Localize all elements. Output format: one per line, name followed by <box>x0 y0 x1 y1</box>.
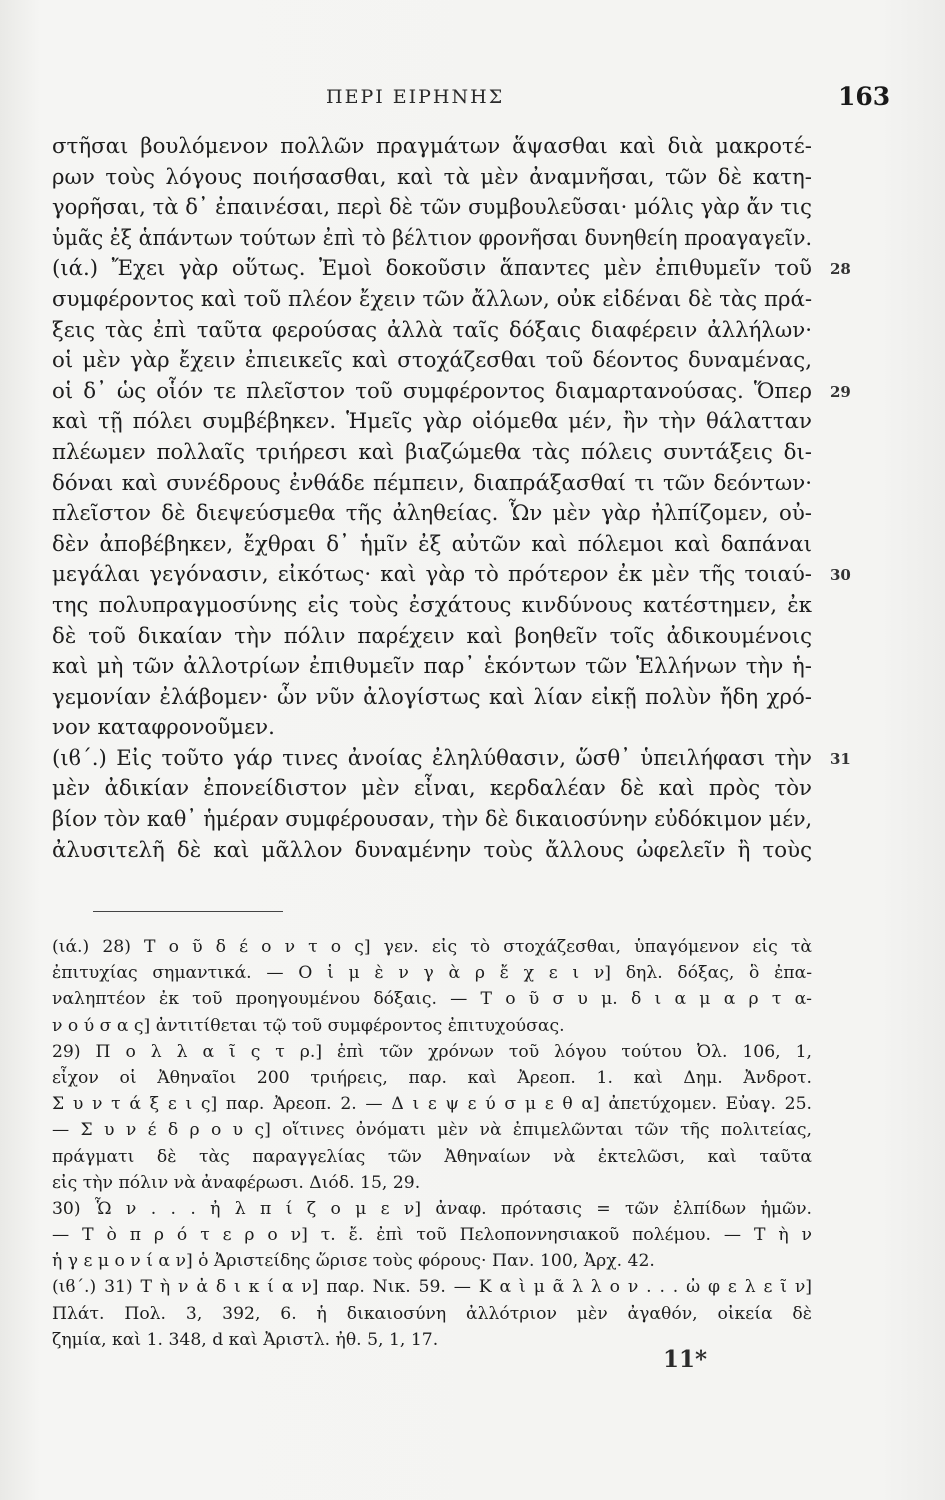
text-line <box>52 683 812 714</box>
text-line <box>52 591 812 622</box>
marginal-section-number: 28 <box>830 260 851 279</box>
text-line-content: οἱ δ᾽ ὡς οἷόν τε πλεῖστον τοῦ συμφέροντος διαμαρτανούσας. Ὅπερ <box>52 378 812 404</box>
text-line-content: γεμονίαν ἐλάβομεν· ὧν νῦν ἀλογίστως καὶ λίαν εἰκῇ πολὺν ἤδη χρό- <box>52 684 812 710</box>
text-line-content: καὶ μὴ τῶν ἀλλοτρίων ἐπιθυμεῖν παρ᾽ ἑκόντων τῶν Ἑλλήνων τὴν ἡ- <box>52 654 812 680</box>
text-line-content: (ιά.) Ἔχει γὰρ οὕτως. Ἐμοὶ δοκοῦσιν ἅπαντες μὲν ἐπιθυμεῖν τοῦ <box>52 256 812 282</box>
text-line-content: ρων τοὺς λόγους ποιήσασθαι, καὶ τὰ μὲν ἀναμνῆσαι, τῶν δὲ κατη- <box>52 164 812 190</box>
text-line <box>52 560 851 591</box>
footnote-line-content: Σ υ ν τ ά ξ ε ι ς] παρ. Ἀρεοπ. 2. — Δ ι ε ψ ε ύ σ μ ε θ α] ἀπετύχομεν. Εὐαγ. 25. <box>52 1094 812 1115</box>
text-line <box>52 438 812 469</box>
text-line-content: πλεῖστον δὲ διεψεύσμεθα τῆς ἀληθείας. Ὧν μὲν γὰρ ἠλπίζομεν, οὐ- <box>52 501 812 527</box>
text-line <box>52 836 812 867</box>
text-line <box>52 346 812 377</box>
text-line-content: μεγάλαι γεγόνασιν, εἰκότως· καὶ γὰρ τὸ πρότερον ἐκ μὲν τῆς τοιαύ- <box>52 562 812 588</box>
text-line <box>52 254 851 285</box>
footnote-line-content: πράγματι δὲ τὰς παραγγελίας τῶν Ἀθηναίων νὰ ἐκτελῶσι, καὶ ταῦτα <box>52 1146 812 1167</box>
text-line-content: γορῆσαι, τὰ δ᾽ ἐπαινέσαι, περὶ δὲ τῶν συμβουλεῦσαι· μόλις γὰρ ἄν τις <box>52 195 812 221</box>
text-line <box>52 774 812 805</box>
page-number: 163 <box>838 82 891 111</box>
text-line-content: καὶ τῇ πόλει συμβέβηκεν. Ἡμεῖς γὰρ οἰόμεθα μέν, ἢν τὴν θάλατταν <box>52 409 812 435</box>
footnote-line-content: ἐπιτυχίας σημαντικά. — Ο ἱ μ ὲ ν γ ὰ ρ ἔ χ ε ι ν] δηλ. δόξας, ὃ ἐπα- <box>52 963 812 984</box>
text-line <box>52 132 812 163</box>
marginal-section-number: 31 <box>830 749 851 768</box>
text-line <box>52 193 812 224</box>
text-line <box>52 224 812 255</box>
text-line-content: ὑμᾶς ἐξ ἁπάντων τούτων ἐπὶ τὸ βέλτιον φρονῆσαι δυνηθείη προαγαγεῖν. <box>52 225 813 251</box>
text-line-content: μὲν ἀδικίαν ἐπονείδιστον μὲν εἶναι, κερδαλέαν δὲ καὶ πρὸς τὸν <box>52 776 812 802</box>
footnote-line-content: εἰς τὴν πόλιν νὰ ἀναφέρωσι. Διόδ. 15, 29. <box>52 1172 421 1193</box>
text-line-content: συμφέροντος καὶ τοῦ πλέον ἔχειν τῶν ἄλλων, οὐκ εἰδέναι δὲ τὰς πρά- <box>52 286 813 312</box>
text-line-content: πλέωμεν πολλαῖς τριήρεσι καὶ βιαζώμεθα τὰς πόλεις συντάξεις δι- <box>52 439 812 465</box>
footnote-line <box>52 1301 812 1327</box>
footnote-line-content: (ιά.) 28) Τ ο ῦ δ έ ο ν τ ο ς] γεν. εἰς τὸ στοχάζεσθαι, ὑπαγόμενον εἰς τὰ <box>52 937 812 957</box>
footnote-line-content: 30) Ὧ ν . . . ἠ λ π ί ζ ο μ ε ν] ἀναφ. πρότασις = τῶν ἐλπίδων ἡμῶν. <box>52 1198 812 1219</box>
footnote-line-content: — Τ ὸ π ρ ό τ ε ρ ο ν] τ. ἔ. ἐπὶ τοῦ Πελοποννησιακοῦ πολέμου. — Τ ὴ ν <box>52 1225 812 1246</box>
footnote-line-content: εἶχον οἱ Ἀθηναῖοι 200 τριήρεις, παρ. καὶ Ἀρεοπ. 1. καὶ Δημ. Ἀνδροτ. <box>52 1067 812 1088</box>
text-line-content: βίον τὸν καθ᾽ ἡμέραν συμφέρουσαν, τὴν δὲ δικαιοσύνην εὐδόκιμον μέν, <box>52 807 813 833</box>
main-text-body <box>52 132 851 866</box>
marginal-section-number: 30 <box>830 566 851 585</box>
text-line-content: νον καταφρονοῦμεν. <box>52 715 275 741</box>
text-line <box>52 744 851 775</box>
text-line-content: δὲν ἀποβέβηκεν, ἔχθραι δ᾽ ἡμῖν ἐξ αὐτῶν καὶ πόλεμοι καὶ δαπάναι <box>52 531 812 557</box>
footnote-line <box>52 1065 812 1091</box>
text-line <box>52 316 812 347</box>
text-line-content: στῆσαι βουλόμενον πολλῶν πραγμάτων ἅψασθαι καὶ διὰ μακροτέ- <box>52 134 812 159</box>
footnote-line <box>52 1248 812 1274</box>
footnote-line <box>52 986 812 1012</box>
footnote-line <box>52 1144 812 1170</box>
footnote-line-content: Πλάτ. Πολ. 3, 392, 6. ἡ δικαιοσύνη ἀλλότριον μὲν ἀγαθόν, οἰκεία δὲ <box>52 1303 812 1324</box>
footnote-line-content: (ιϐ´.) 31) Τ ὴ ν ἀ δ ι κ ί α ν] παρ. Νικ. 59. — Κ α ὶ μ ᾶ λ λ ο ν . . . ὠ φ ε λ ε ῖ ν] <box>52 1277 812 1298</box>
footnote-line <box>52 1091 812 1117</box>
footnote-line <box>52 1013 812 1039</box>
text-line <box>52 285 812 316</box>
footnote-divider <box>93 911 283 912</box>
text-line-content: οἱ μὲν γὰρ ἔχειν ἐπιεικεῖς καὶ στοχάζεσθαι τοῦ δέοντος δυναμένας, <box>52 348 812 374</box>
footnotes <box>52 934 812 1353</box>
footnote-line-content: ναληπτέον ἐκ τοῦ προηγουμένου δόξαις. — Τ ο ῦ σ υ μ. δ ι α μ α ρ τ α- <box>52 989 812 1010</box>
text-line <box>52 652 812 683</box>
text-line <box>52 499 812 530</box>
footnote-line-content: ἡ γ ε μ ο ν ί α ν] ὁ Ἀριστείδης ὥρισε τοὺς φόρους· Παν. 100, Ἀρχ. 42. <box>52 1251 655 1272</box>
footnote-line-content: ζημία, καὶ 1. 348, d καὶ Ἀριστλ. ἠθ. 5, 1, 17. <box>52 1329 439 1350</box>
footnote-line <box>52 1222 812 1248</box>
text-line <box>52 377 851 408</box>
footnote-line <box>52 960 812 986</box>
text-line-content: ἀλυσιτελῆ δὲ καὶ μᾶλλον δυναμένην τοὺς ἄλλους ὠφελεῖν ἢ τοὺς <box>52 837 812 863</box>
text-line-content: ξεις τὰς ἐπὶ ταῦτα φερούσας ἀλλὰ ταῖς δόξαις διαφέρειν ἀλλήλων· <box>52 317 812 343</box>
footnote-line <box>52 1274 812 1300</box>
text-line-content: δόναι καὶ συνέδρους ἐνθάδε πέμπειν, διαπράξασθαί τι τῶν δεόντων· <box>52 470 812 496</box>
footnote-line <box>52 934 812 960</box>
footnote-line <box>52 1039 812 1065</box>
footnote-line-content: ν ο ύ σ α ς] ἀντιτίθεται τῷ τοῦ συμφέροντος ἐπιτυχούσας. <box>52 1015 565 1036</box>
text-line <box>52 469 812 500</box>
text-line-content: δὲ τοῦ δικαίαν τὴν πόλιν παρέχειν καὶ βοηθεῖν τοῖς ἀδικουμένοις <box>52 623 812 649</box>
footnote-line <box>52 1170 812 1196</box>
footnote-line-content: — Σ υ ν έ δ ρ ο υ ς] οἵτινες ὀνόματι μὲν νὰ ἐπιμελῶνται τῶν τῆς πολιτείας, <box>52 1120 812 1141</box>
text-line <box>52 713 812 744</box>
text-line <box>52 163 812 194</box>
signature-mark: 11* <box>663 1346 708 1373</box>
text-line <box>52 622 812 653</box>
text-line <box>52 805 812 836</box>
running-head: ΠΕΡΙ ΕΙΡΗΝΗΣ <box>326 86 505 108</box>
footnote-line-content: 29) Π ο λ λ α ῖ ς τ ρ.] ἐπὶ τῶν χρόνων τοῦ λόγου τούτου Ὀλ. 106, 1, <box>52 1041 812 1062</box>
text-line <box>52 407 812 438</box>
marginal-section-number: 29 <box>830 382 851 401</box>
footnote-line <box>52 1196 812 1222</box>
text-line-content: της πολυπραγμοσύνης εἰς τοὺς ἐσχάτους κινδύνους κατέστημεν, ἐκ <box>52 592 812 618</box>
text-line <box>52 530 812 561</box>
text-line-content: (ιϐ´.) Εἰς τοῦτο γάρ τινες ἀνοίας ἐληλύθασιν, ὥσθ᾽ ὑπειλήφασι τὴν <box>52 745 812 771</box>
footnote-line <box>52 1117 812 1143</box>
